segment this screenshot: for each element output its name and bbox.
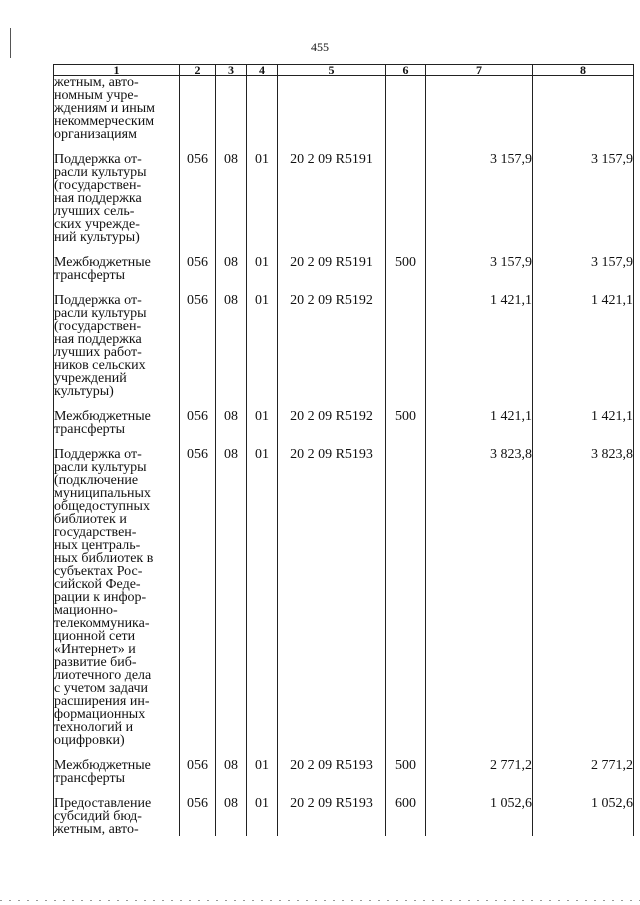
scan-edge	[0, 900, 640, 901]
spacer-cell	[386, 436, 426, 448]
row-amount-cell: 3 823,8	[426, 448, 533, 747]
row-amount2-cell: 3 157,9	[533, 153, 634, 244]
row-section-cell: 08	[216, 797, 247, 836]
row-subsection-cell	[247, 76, 278, 142]
row-amount2-cell: 2 771,2	[533, 759, 634, 785]
row-name-cell: Поддержка от- расли культуры (государствен- ная поддержка лучших сель- ских учрежде- ний культуры)	[54, 153, 180, 244]
row-name-cell: Межбюджетные трансферты	[54, 410, 180, 436]
row-target-cell: 20 2 09 R5193	[278, 759, 386, 785]
row-subsection-cell: 01	[247, 153, 278, 244]
row-subsection-cell: 01	[247, 294, 278, 398]
row-subsection-cell: 01	[247, 448, 278, 747]
row-code-cell: 056	[180, 153, 216, 244]
row-section-cell: 08	[216, 410, 247, 436]
row-amount2-cell: 1 421,1	[533, 294, 634, 398]
row-target-cell: 20 2 09 R5191	[278, 256, 386, 282]
row-code-cell: 056	[180, 256, 216, 282]
row-amount2-cell: 1 421,1	[533, 410, 634, 436]
row-amount2-cell: 3 823,8	[533, 448, 634, 747]
row-amount-cell: 3 157,9	[426, 153, 533, 244]
header-col-2: 2	[180, 65, 216, 76]
row-name-cell: Предоставление субсидий бюд- жетным, авто-	[54, 797, 180, 836]
row-amount-cell: 1 052,6	[426, 797, 533, 836]
row-target-cell: 20 2 09 R5191	[278, 153, 386, 244]
budget-table	[53, 64, 634, 836]
row-amount-cell: 1 421,1	[426, 410, 533, 436]
spacer-cell	[386, 141, 426, 153]
table-row	[54, 153, 634, 244]
row-subsection-cell: 01	[247, 410, 278, 436]
row-type-cell: 500	[386, 410, 426, 436]
row-subsection-cell: 01	[247, 256, 278, 282]
header-col-6: 6	[386, 65, 426, 76]
row-code-cell	[180, 76, 216, 142]
row-code-cell: 056	[180, 294, 216, 398]
row-name-cell: Межбюджетные трансферты	[54, 759, 180, 785]
row-type-cell	[386, 76, 426, 142]
spacer-cell	[386, 282, 426, 294]
row-amount-cell: 1 421,1	[426, 294, 533, 398]
row-section-cell: 08	[216, 448, 247, 747]
row-section-cell: 08	[216, 256, 247, 282]
row-name-cell: жетным, авто- номным учре- ждениям и иным некоммерческим организациям	[54, 76, 180, 142]
header-col-8: 8	[533, 65, 634, 76]
table-row	[54, 76, 634, 142]
row-type-cell	[386, 294, 426, 398]
row-code-cell: 056	[180, 797, 216, 836]
row-name-cell: Поддержка от- расли культуры (подключение муниципальных общедоступных библиотек и государствен- ных централь- ных библиотек в субъектах Рос- сийской Феде- рации к инфор- мационно- телекоммуника- ционной сети «Интернет» и развитие биб- лиотечного дела с учетом задачи расширения ин- формационных технологий и оцифровки)	[54, 448, 180, 747]
row-target-cell: 20 2 09 R5193	[278, 448, 386, 747]
table-row	[54, 410, 634, 436]
row-section-cell: 08	[216, 153, 247, 244]
table-row	[54, 797, 634, 836]
row-name-cell: Межбюджетные трансферты	[54, 256, 180, 282]
row-section-cell: 08	[216, 294, 247, 398]
row-amount2-cell	[533, 76, 634, 142]
page-number: 455	[311, 40, 329, 54]
table-row	[54, 294, 634, 398]
header-col-1: 1	[54, 65, 180, 76]
table-body	[54, 76, 634, 837]
table-row	[54, 448, 634, 747]
row-code-cell: 056	[180, 759, 216, 785]
row-amount-cell: 2 771,2	[426, 759, 533, 785]
row-target-cell: 20 2 09 R5192	[278, 410, 386, 436]
row-section-cell: 08	[216, 759, 247, 785]
row-type-cell	[386, 448, 426, 747]
row-type-cell: 500	[386, 256, 426, 282]
row-target-cell: 20 2 09 R5192	[278, 294, 386, 398]
header-row	[54, 65, 634, 76]
table-row	[54, 256, 634, 282]
row-target-cell: 20 2 09 R5193	[278, 797, 386, 836]
row-subsection-cell: 01	[247, 797, 278, 836]
row-code-cell: 056	[180, 448, 216, 747]
header-col-7: 7	[426, 65, 533, 76]
header-col-5: 5	[278, 65, 386, 76]
row-amount-cell	[426, 76, 533, 142]
row-subsection-cell: 01	[247, 759, 278, 785]
table-row	[54, 759, 634, 785]
row-target-cell	[278, 76, 386, 142]
header-col-4: 4	[247, 65, 278, 76]
row-name-cell: Поддержка от- расли культуры (государствен- ная поддержка лучших работ- ников сельских учреждений культуры)	[54, 294, 180, 398]
row-type-cell: 500	[386, 759, 426, 785]
header-col-3: 3	[216, 65, 247, 76]
row-amount2-cell: 3 157,9	[533, 256, 634, 282]
row-code-cell: 056	[180, 410, 216, 436]
row-section-cell	[216, 76, 247, 142]
row-amount-cell: 3 157,9	[426, 256, 533, 282]
row-type-cell	[386, 153, 426, 244]
row-amount2-cell: 1 052,6	[533, 797, 634, 836]
row-type-cell: 600	[386, 797, 426, 836]
